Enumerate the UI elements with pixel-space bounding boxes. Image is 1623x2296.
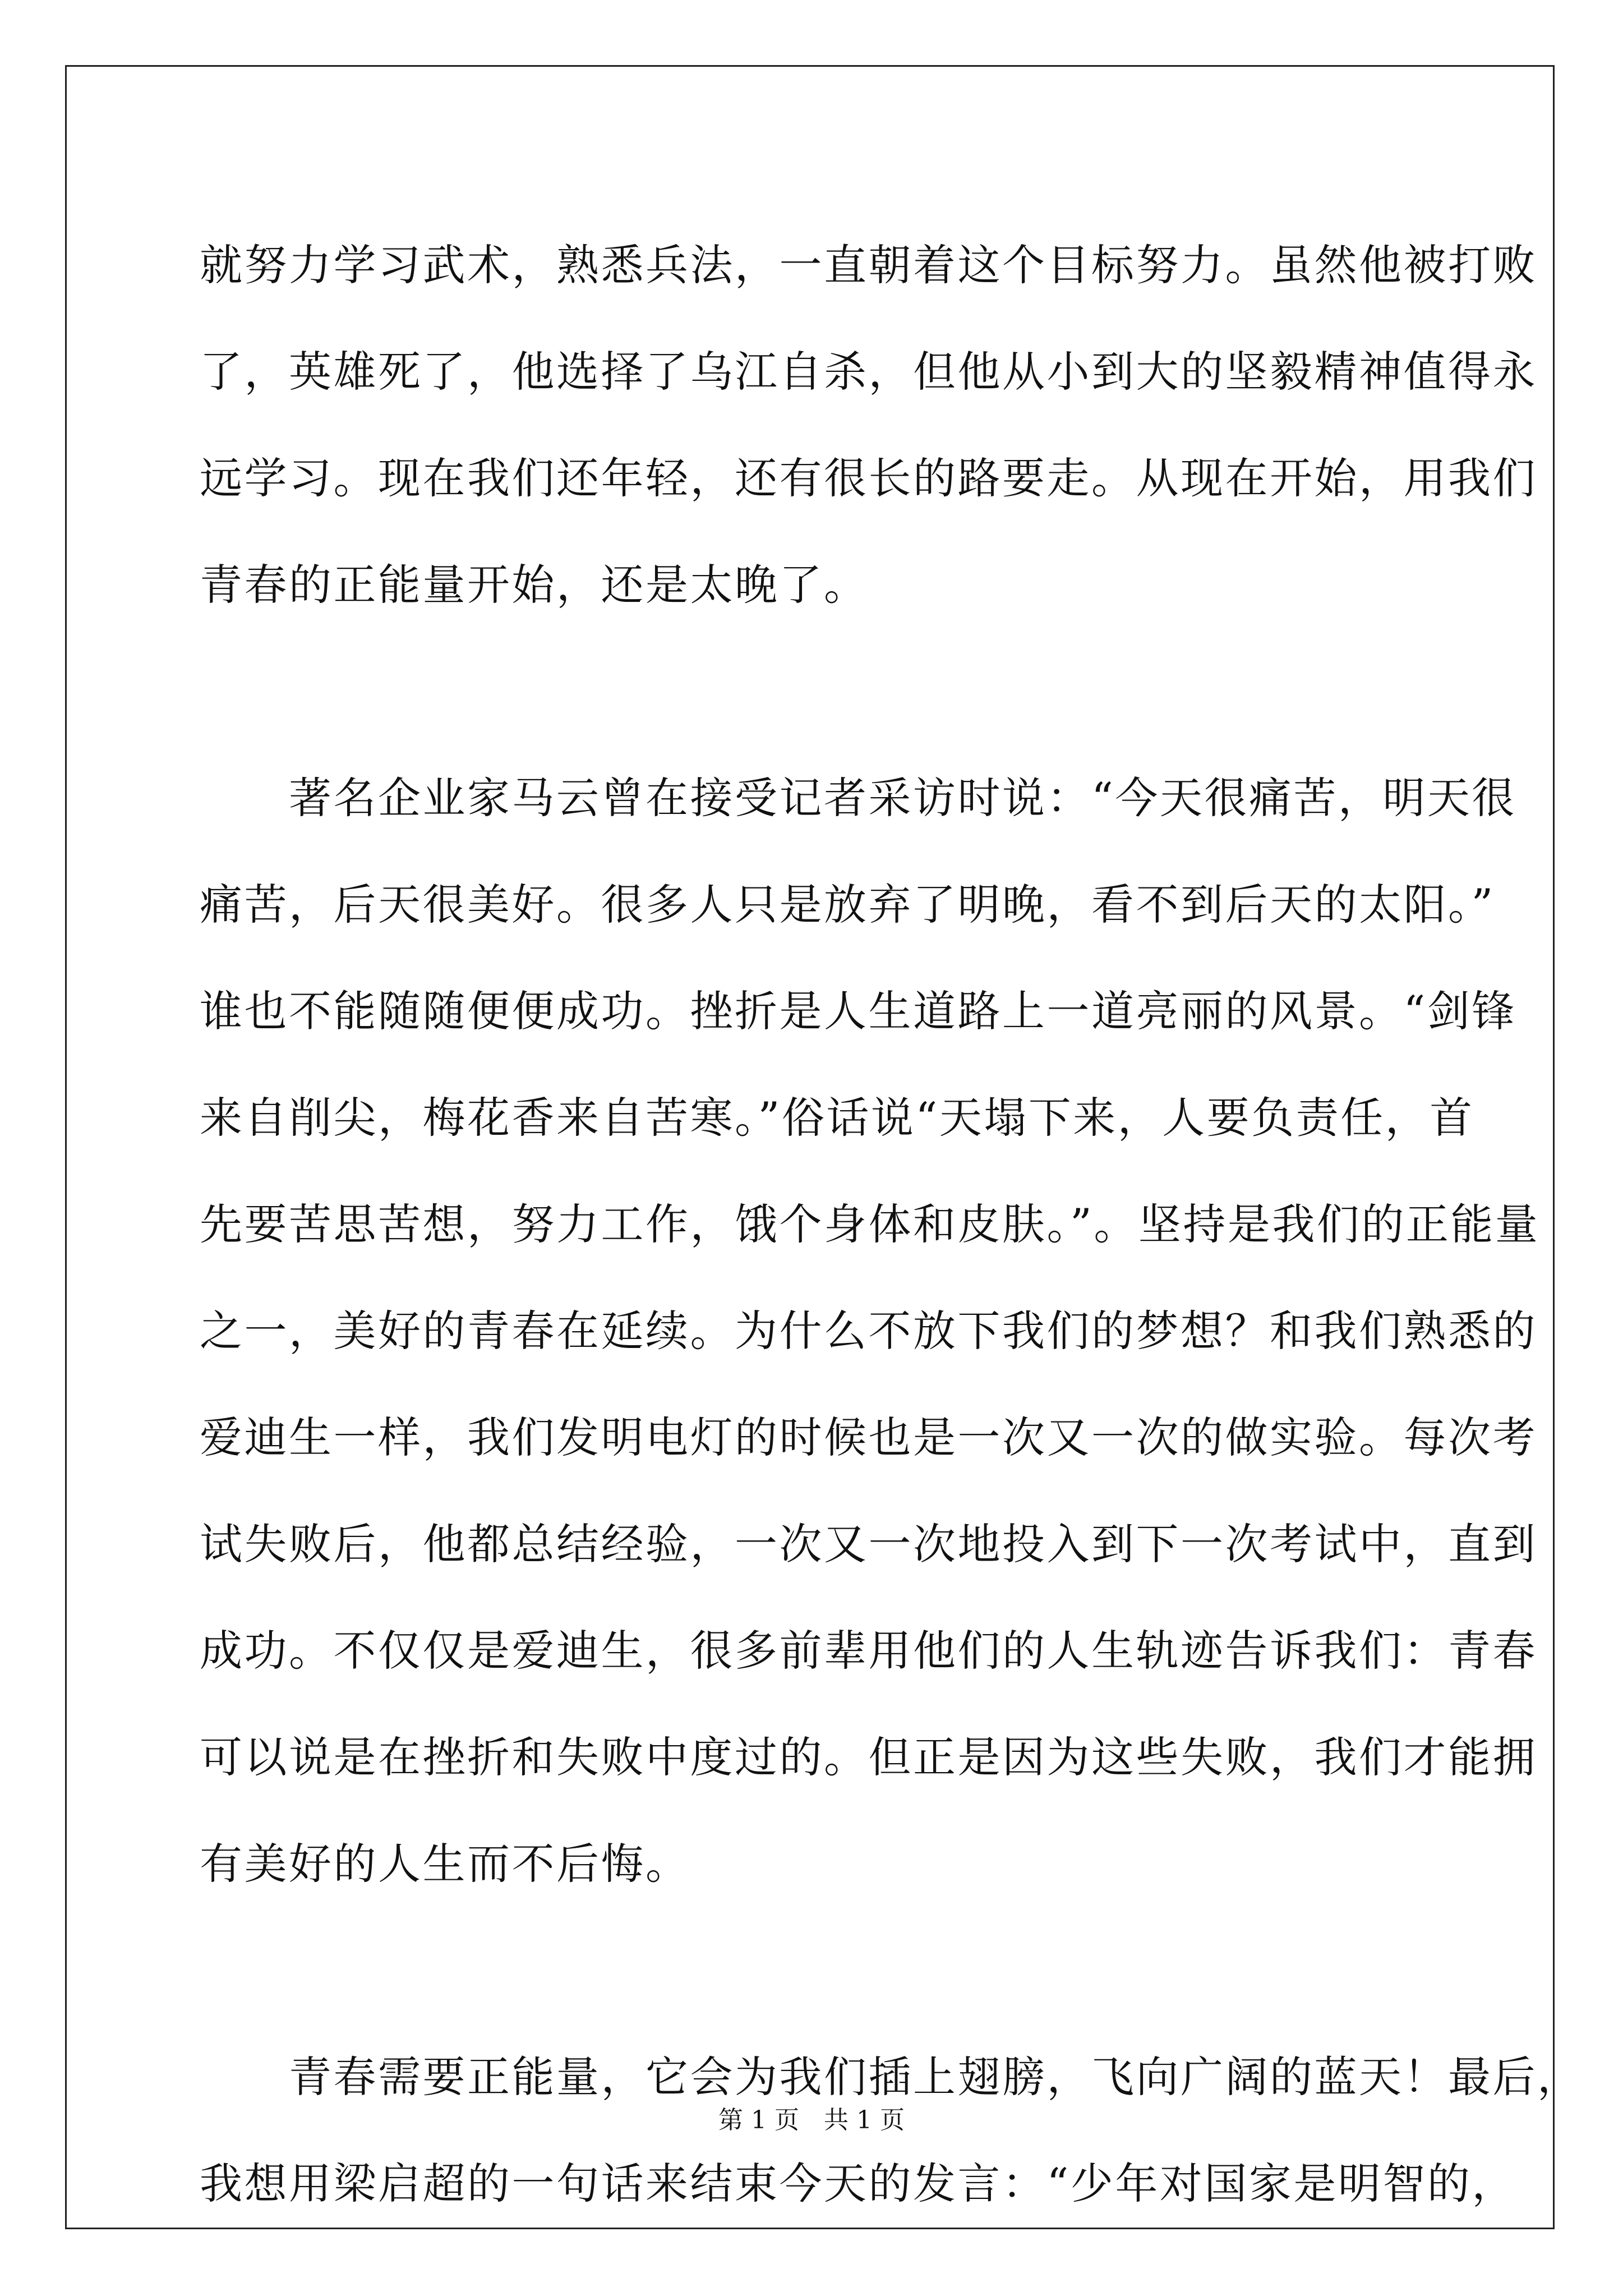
text-line: 来自削尖，梅花香来自苦寒。”俗话说“天塌下来，人要负责任，首 <box>200 1093 1474 1143</box>
text-line: 著名企业家马云曾在接受记者采访时说：“今天很痛苦，明天很 <box>200 773 1516 823</box>
page-number-footer: 第 1 页 共 1 页 <box>718 2106 905 2134</box>
text-line: 成功。不仅仅是爱迪生，很多前辈用他们的人生轨迹告诉我们：青春 <box>200 1626 1537 1676</box>
text-line: 爱迪生一样，我们发明电灯的时候也是一次又一次的做实验。每次考 <box>200 1412 1537 1462</box>
text-line: 试失败后，他都总结经验，一次又一次地投入到下一次考试中，直到 <box>200 1519 1537 1569</box>
text-line: 之一，美好的青春在延续。为什么不放下我们的梦想？和我们熟悉的 <box>200 1306 1537 1356</box>
paragraph-gap <box>200 638 1433 745</box>
text-line: 痛苦，后天很美好。很多人只是放弃了明晚，看不到后天的太阳。” <box>200 880 1495 930</box>
document-body <box>200 212 1582 2237</box>
text-line: 就努力学习武术，熟悉兵法，一直朝着这个目标努力。虽然他被打败 <box>200 240 1537 290</box>
text-line: 可以说是在挫折和失败中度过的。但正是因为这些失败，我们才能拥 <box>200 1732 1537 1782</box>
text-line: 了，英雄死了，他选择了乌江自杀，但他从小到大的坚毅精神值得永 <box>200 347 1537 397</box>
paragraph-gap <box>200 1917 1433 2024</box>
text-line: 青春的正能量开始，还是太晚了。 <box>200 560 869 610</box>
text-line: 有美好的人生而不后悔。 <box>200 1839 690 1889</box>
text-line: 我想用梁启超的一句话来结束今天的发言：“少年对国家是明智的， <box>200 2159 1516 2208</box>
text-line: 青春需要正能量，它会为我们插上翅膀，飞向广阔的蓝天！最后， <box>200 2052 1582 2102</box>
text-line: 远学习。现在我们还年轻，还有很长的路要走。从现在开始，用我们 <box>200 453 1537 503</box>
text-line: 谁也不能随随便便成功。挫折是人生道路上一道亮丽的风景。“剑锋 <box>200 986 1516 1036</box>
text-line: 先要苦思苦想，努力工作，饿个身体和皮肤。”。坚持是我们的正能量 <box>200 1199 1540 1249</box>
